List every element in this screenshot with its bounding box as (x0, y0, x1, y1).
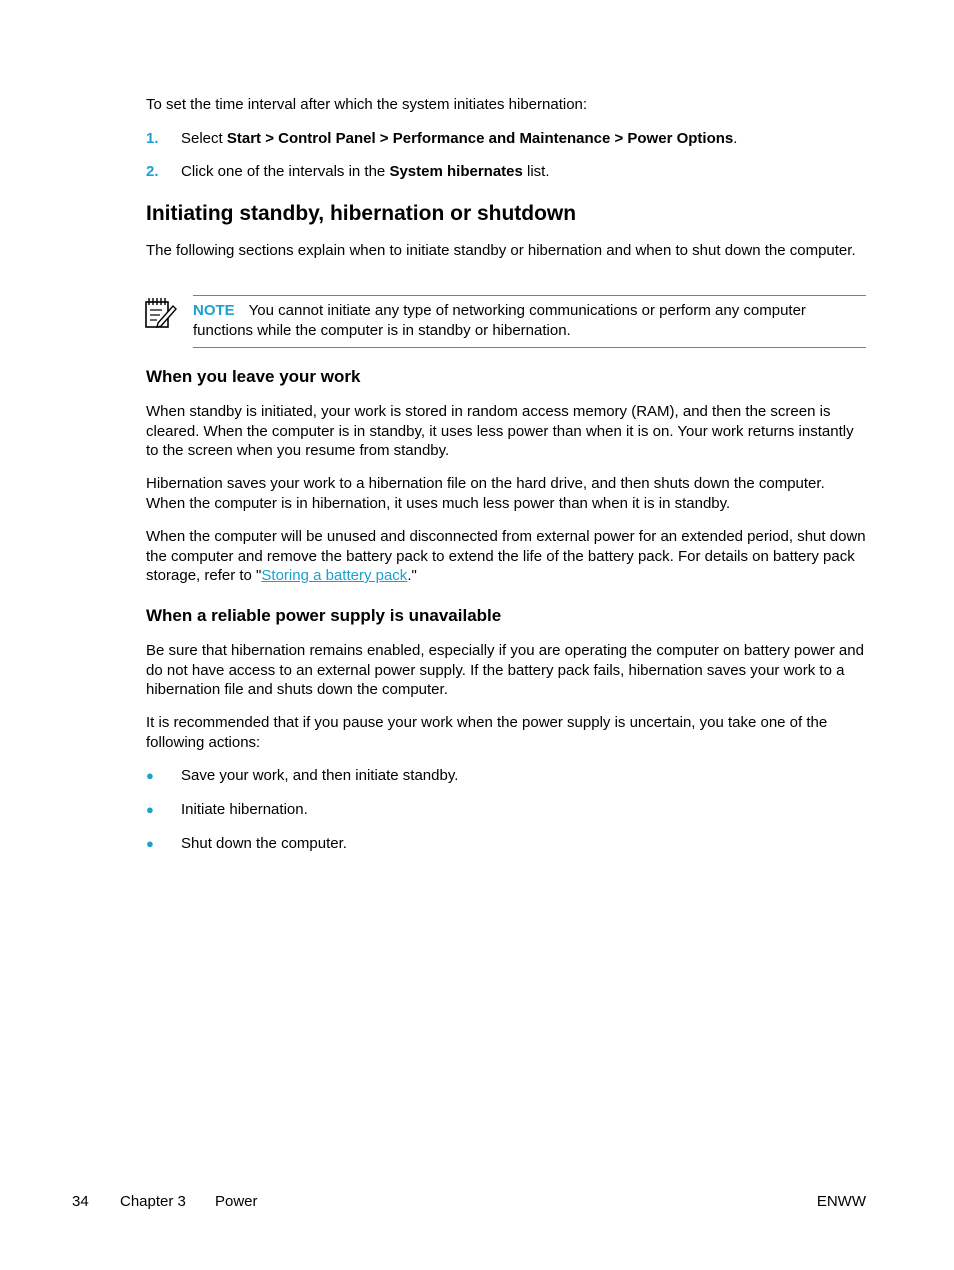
paragraph: Be sure that hibernation remains enabled, especially if you are operating the computer on battery power and do not have access to an external power supply. If the battery pack fails, hibernation saves your work to a hibernation file and shuts down the computer. (146, 642, 864, 698)
note-pad-icon (144, 296, 178, 330)
subsection-title: When a reliable power supply is unavailable (146, 606, 502, 625)
note-label: NOTE (193, 302, 235, 319)
footer-doc-code: ENWW (816, 1193, 866, 1210)
page-number: 34 (72, 1193, 89, 1210)
list-item: Shut down the computer. (181, 835, 347, 852)
paragraph: It is recommended that if you pause your work when the power supply is uncertain, you take one of the following actions: (146, 714, 828, 751)
list-item: Save your work, and then initiate standby. (181, 767, 459, 784)
bullet-icon: ● (146, 802, 154, 817)
list-item: Initiate hibernation. (181, 801, 308, 818)
paragraph: When the computer will be unused and disconnected from external power for an extended period, shut down the computer and remove the battery pack to extend the life of the battery pack. For details on battery pack storage, refer to "Storing a battery pack." (146, 528, 866, 584)
paragraph: Hibernation saves your work to a hibernation file on the hard drive, and then shuts down the computer. When the computer is in hibernation, it uses much less power than when it is in standby. (146, 475, 825, 512)
note-text: NOTE You cannot initiate any type of networking communications or perform any computer functions while the computer is in standby or hibernation. (193, 302, 806, 339)
step-number: 1. (146, 130, 159, 147)
intro-text: To set the time interval after which the system initiates hibernation: (146, 96, 588, 113)
bullet-icon: ● (146, 836, 154, 851)
section-title: Initiating standby, hibernation or shutdown (146, 202, 577, 225)
step-text: Click one of the intervals in the System hibernates list. (181, 163, 550, 180)
list-name: System hibernates (389, 163, 523, 180)
bullet-icon: ● (146, 768, 154, 783)
note-box (193, 295, 866, 348)
footer-chapter-title: Power (215, 1193, 258, 1210)
subsection-title: When you leave your work (146, 367, 361, 386)
paragraph: When standby is initiated, your work is stored in random access memory (RAM), and then the screen is cleared. When the computer is in standby, it uses less power than when it is on. Your work returns instantly to the screen when you resume from standby. (146, 403, 854, 459)
section-intro: The following sections explain when to initiate standby or hibernation and when to shut down the computer. (146, 242, 856, 259)
menu-path: Start > Control Panel > Performance and Maintenance > Power Options (226, 130, 734, 147)
storing-battery-pack-link[interactable]: Storing a battery pack (261, 567, 408, 584)
footer-chapter: Chapter 3 (120, 1193, 186, 1210)
step-number: 2. (146, 163, 159, 180)
step-text: Select Start > Control Panel > Performance and Maintenance > Power Options. (181, 130, 738, 147)
